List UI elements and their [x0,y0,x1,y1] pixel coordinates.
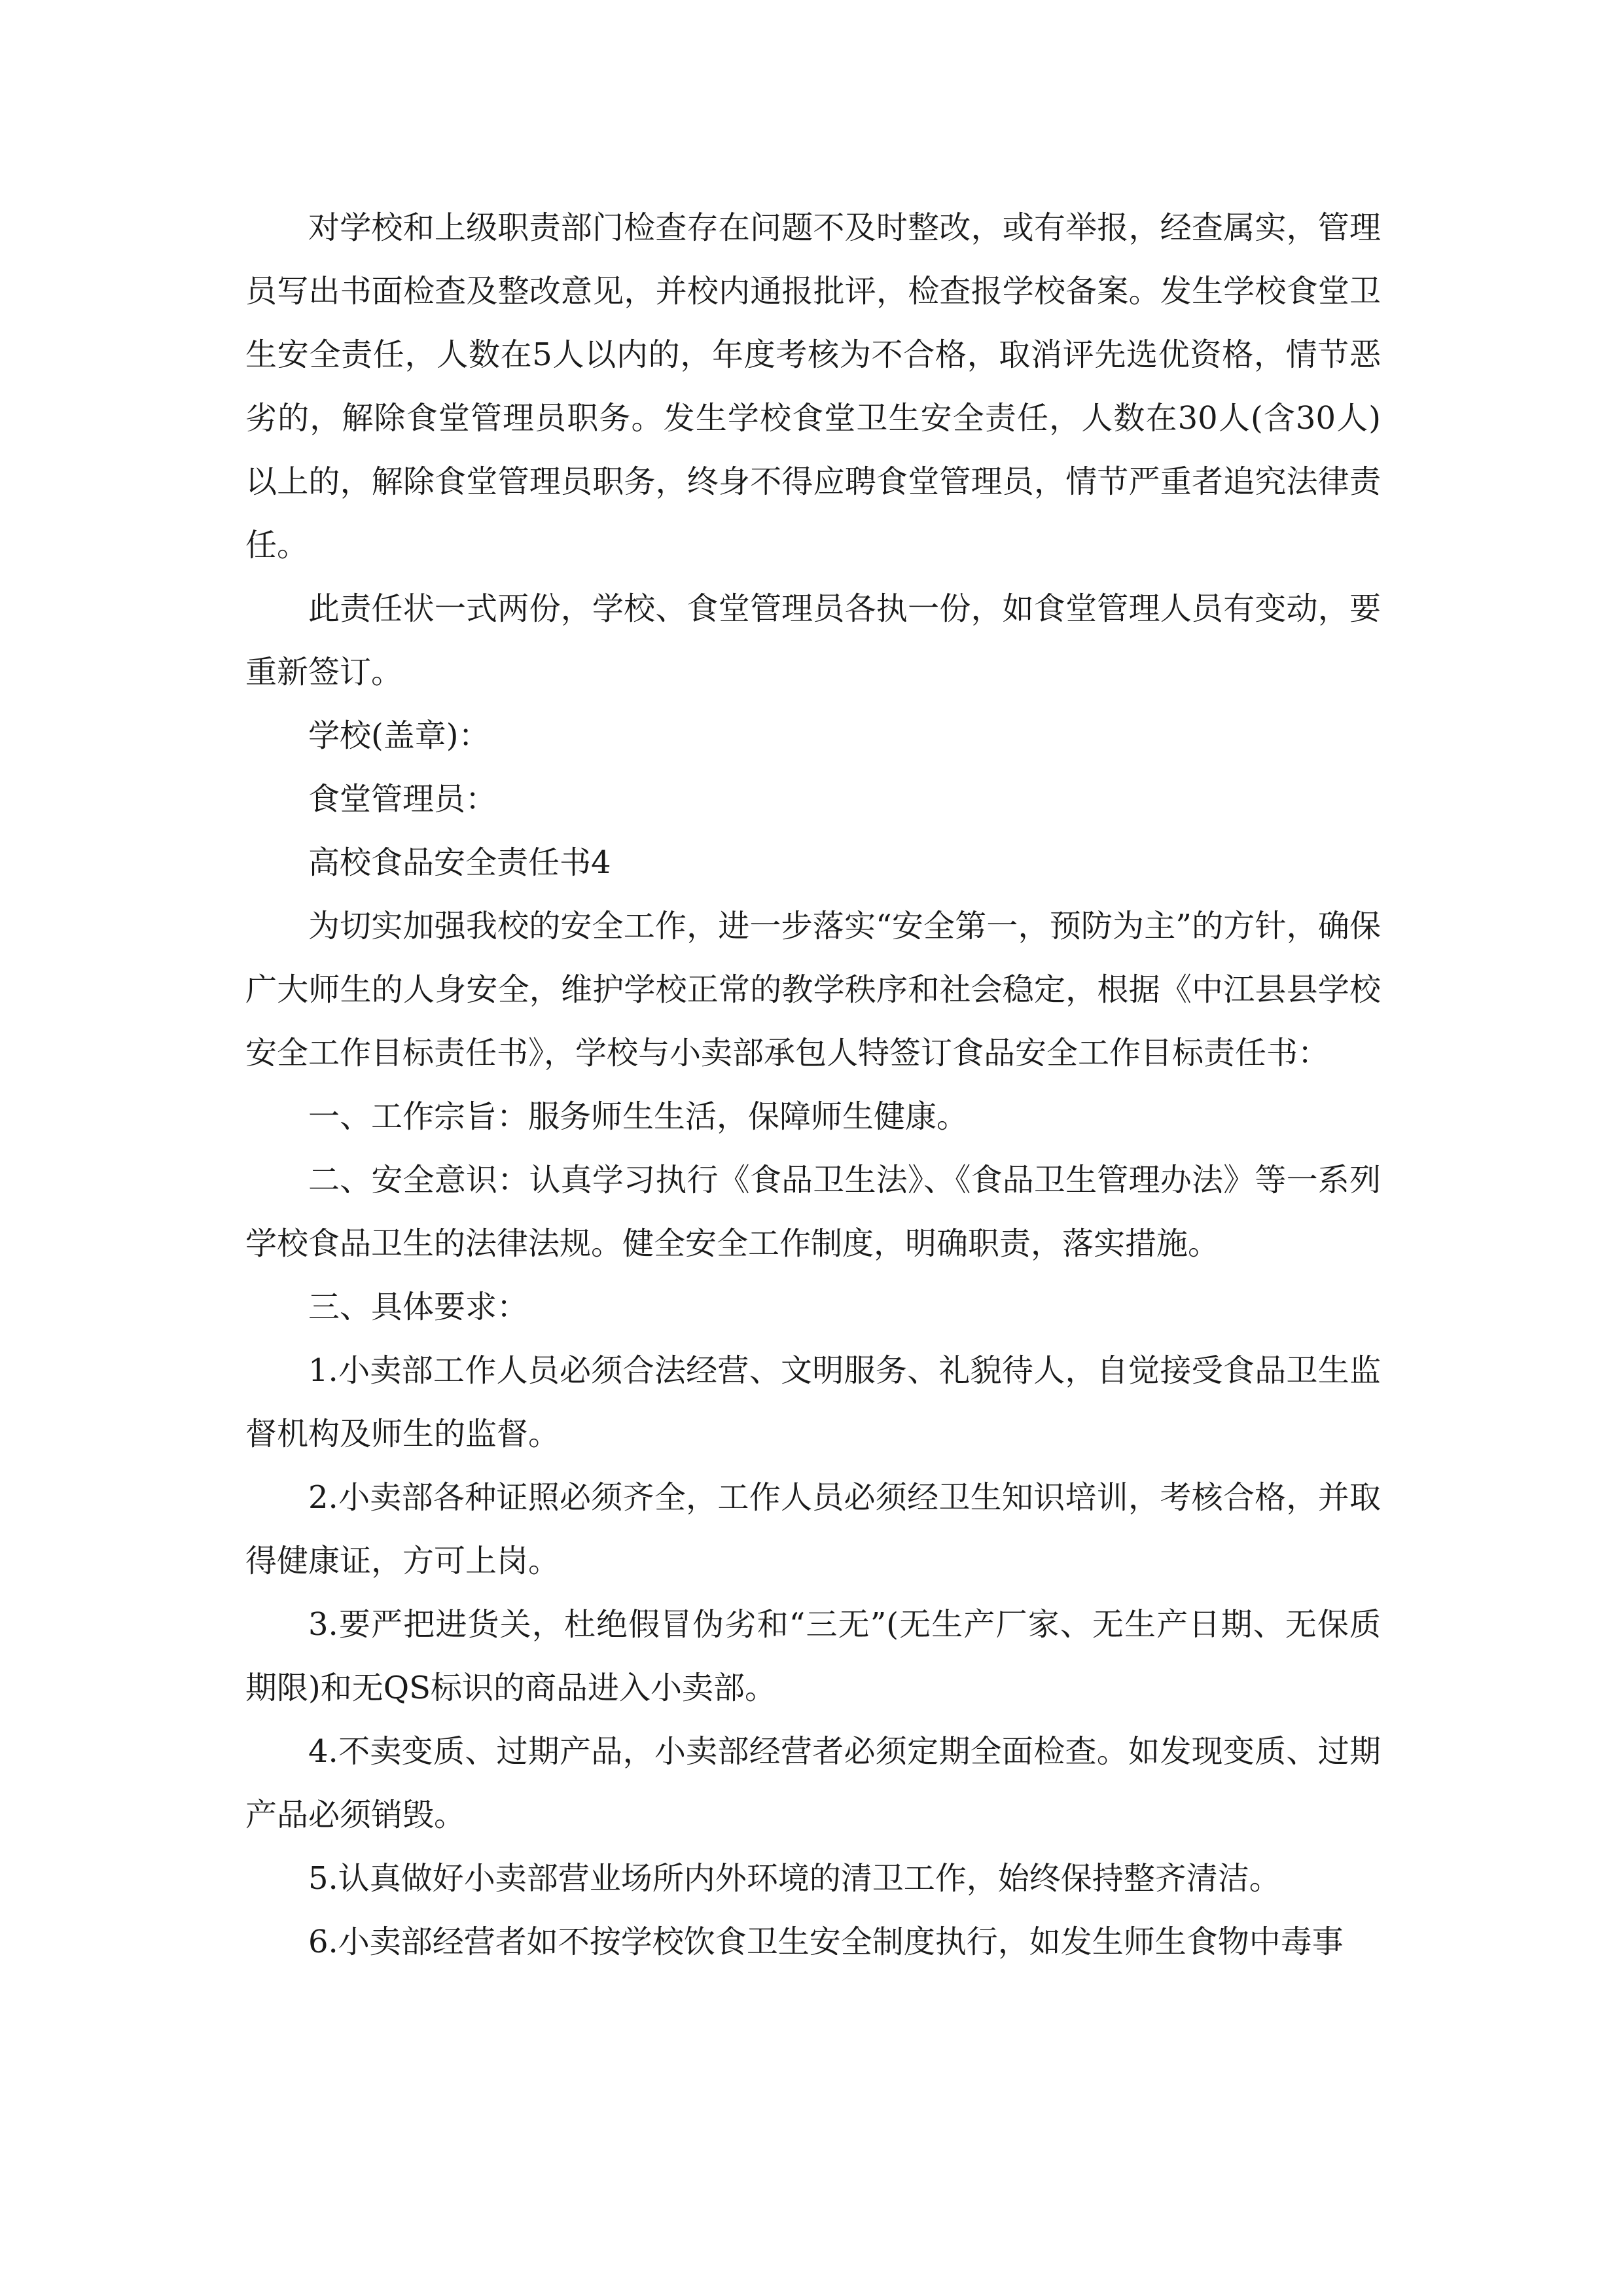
list-item-6: 6.小卖部经营者如不按学校饮食卫生安全制度执行，如发生师生食物中毒事 [308,1924,1344,1960]
list-item-2: 2.小卖部各种证照必须齐全，工作人员必须经卫生知识培训，考核合格，并取得健康证，方可上岗。 [245,1479,1381,1579]
signature-canteen-manager: 食堂管理员： [308,781,497,817]
section-title: 高校食品安全责任书4 [308,844,611,881]
paragraph-copies-clause: 此责任状一式两份，学校、食堂管理员各执一份，如食堂管理人员有变动，要重新签订。 [245,590,1381,691]
list-item-4: 4.不卖变质、过期产品，小卖部经营者必须定期全面检查。如发现变质、过期产品必须销毁。 [245,1733,1381,1833]
signature-school-seal: 学校(盖章)： [308,717,490,754]
paragraph-intro: 为切实加强我校的安全工作，进一步落实“安全第一，预防为主”的方针，确保广大师生的人身安全，维护学校正常的教学秩序和社会稳定，根据《中江县县学校安全工作目标责任书》，学校与小卖部承包人特签订食品安全工作目标责任书： [245,908,1381,1071]
paragraph-purpose: 一、工作宗旨：服务师生生活，保障师生健康。 [308,1098,969,1135]
list-item-3: 3.要严把进货关，杜绝假冒伪劣和“三无”(无生产厂家、无生产日期、无保质期限)和无QS标识的商品进入小卖部。 [245,1606,1381,1706]
paragraph-penalty-clause: 对学校和上级职责部门检查存在问题不及时整改，或有举报，经查属实，管理员写出书面检查及整改意见，并校内通报批评，检查报学校备案。发生学校食堂卫生安全责任，人数在5人以内的，年度考核为不合格，取消评先选优资格，情节恶劣的，解除食堂管理员职务。发生学校食堂卫生安全责任，人数在30人(含30人)以上的，解除食堂管理员职务，终身不得应聘食堂管理员，情节严重者追究法律责任。 [245,209,1381,564]
paragraph-safety-awareness: 二、安全意识：认真学习执行《食品卫生法》、《食品卫生管理办法》等一系列学校食品卫生的法律法规。健全安全工作制度，明确职责，落实措施。 [245,1162,1381,1262]
document-body [245,196,1381,1974]
list-item-5: 5.认真做好小卖部营业场所内外环境的清卫工作，始终保持整齐清洁。 [308,1860,1281,1897]
list-item-1: 1.小卖部工作人员必须合法经营、文明服务、礼貌待人，自觉接受食品卫生监督机构及师生的监督。 [245,1352,1381,1452]
paragraph-requirements-heading: 三、具体要求： [308,1289,529,1325]
